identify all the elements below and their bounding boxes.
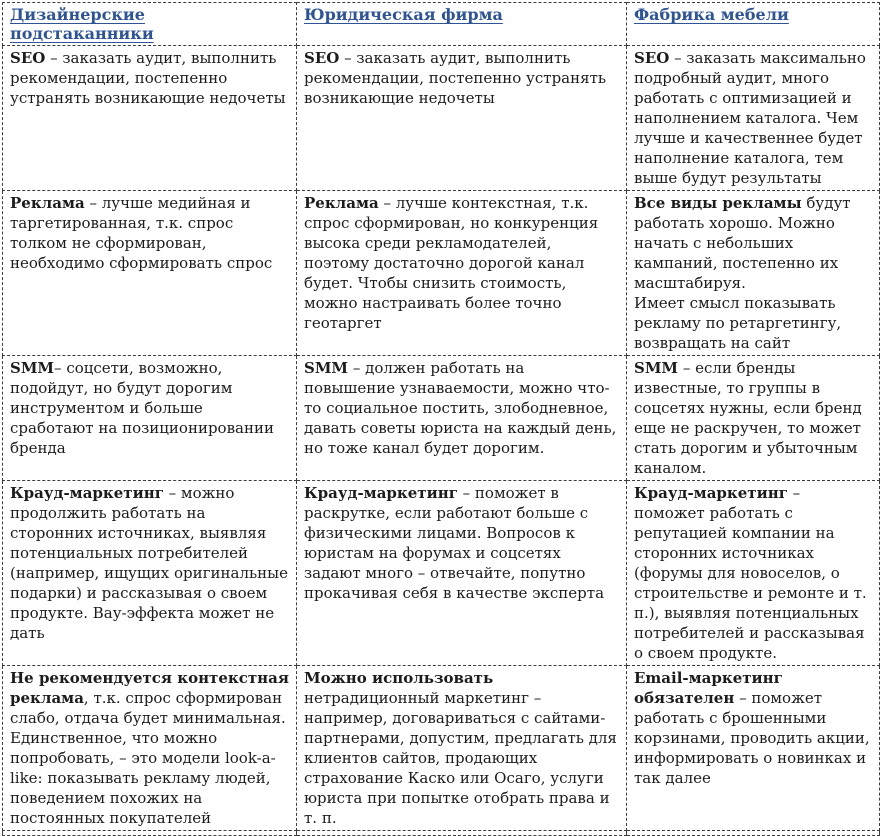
cell-ads-furniture bbox=[627, 191, 880, 356]
cell-lead-bold: SMM bbox=[634, 359, 679, 377]
cell-cutoff-3 bbox=[627, 831, 880, 836]
cell-lead-bold: SMM bbox=[10, 359, 55, 377]
cell-lead-bold: Крауд-маркетинг bbox=[10, 484, 164, 502]
cell-text: , т.к. спрос сформирован слабо, отдача будет минимальная. bbox=[10, 689, 286, 727]
table-row-ads bbox=[3, 191, 880, 356]
cell-seo-furniture bbox=[627, 46, 880, 191]
marketing-comparison-table bbox=[2, 2, 880, 836]
cell-lead-bold: SEO bbox=[10, 49, 46, 67]
column-header-label: Фабрика мебели bbox=[634, 5, 789, 24]
header-row bbox=[3, 3, 880, 46]
cell-smm-coasters bbox=[3, 356, 297, 481]
cell-lead-bold: Можно использовать bbox=[304, 669, 494, 687]
cell-text: – можно продолжить работать на сторонних источниках, выявляя потенциальных потребителей (например, ищущих оригинальные подарки) и рассказывая о своем продукте. Вау-эффекта может не дать bbox=[10, 484, 288, 642]
cell-cutoff-2 bbox=[297, 831, 627, 836]
cell-text: – если бренды известные, то группы в соцсетях нужны, если бренд еще не раскручен, то может стать дорогим и убыточным каналом. bbox=[634, 359, 862, 477]
cell-lead-bold: SMM bbox=[304, 359, 349, 377]
cell-text-paragraph-2: Имеет смысл показывать рекламу по ретаргетингу, возвращать на сайт bbox=[634, 294, 842, 352]
table-row-other-channels bbox=[3, 666, 880, 831]
cell-lead-bold: SEO bbox=[304, 49, 340, 67]
cell-lead-bold: Email-маркетинг обязателен bbox=[634, 669, 783, 707]
cell-text: – заказать аудит, выполнить рекомендации, постепенно устранять возникающие недочеты bbox=[304, 49, 607, 107]
cell-context-ads-coasters bbox=[3, 666, 297, 831]
table-row-cutoff bbox=[3, 831, 880, 836]
cell-seo-coasters bbox=[3, 46, 297, 191]
cell-text: – поможет работать с репутацией компании на сторонних источниках (форумы для новоселов, о строительстве и ремонте и т. п.), выявляя потенциальных потребителей и рассказывая о своем продукте. bbox=[634, 484, 867, 662]
cell-text: – поможет в раскрутке, если работают больше с физическими лицами. Вопросов к юристам на форумах и соцсетях задают много – отвечайте, попутно прокачивая себя в качестве эксперта bbox=[304, 484, 605, 602]
cell-lead-bold: Реклама bbox=[304, 194, 379, 212]
cell-text-paragraph-2: Единственное, что можно попробовать, – это модели look-a-like: показывать рекламу людей, поведением похожих на постоянных покупателей bbox=[10, 729, 276, 827]
cell-lead-bold: Не рекомендуется контекстная реклама bbox=[10, 669, 289, 707]
column-header-label: Дизайнерские подстаканники bbox=[10, 5, 154, 43]
cell-crowd-coasters bbox=[3, 481, 297, 666]
cell-text: – заказать максимально подробный аудит, много работать с оптимизацией и наполнением каталога. Чем лучше и качественнее будет наполнение каталога, тем выше будут результаты bbox=[634, 49, 866, 187]
cell-email-furniture bbox=[627, 666, 880, 831]
cell-text: – поможет работать с брошенными корзинами, проводить акции, информировать о новинках и так далее bbox=[634, 689, 870, 787]
column-header-law-firm bbox=[297, 3, 627, 46]
cell-seo-law-firm bbox=[297, 46, 627, 191]
cell-crowd-law-firm bbox=[297, 481, 627, 666]
cell-smm-furniture bbox=[627, 356, 880, 481]
cell-lead-bold: Крауд-маркетинг bbox=[634, 484, 788, 502]
cell-smm-law-firm bbox=[297, 356, 627, 481]
cell-ads-law-firm bbox=[297, 191, 627, 356]
cell-text: – соцсети, возможно, подойдут, но будут дорогим инструментом и больше сработают на позиционировании бренда bbox=[10, 359, 274, 457]
cell-text: – должен работать на повышение узнаваемости, можно что-то социальное постить, злободневное, давать советы юриста на каждый день, но тоже канал будет дорогим. bbox=[304, 359, 617, 457]
table-row-smm bbox=[3, 356, 880, 481]
cell-lead-bold: Все виды рекламы bbox=[634, 194, 802, 212]
column-header-coasters bbox=[3, 3, 297, 46]
column-header-furniture-factory bbox=[627, 3, 880, 46]
cell-nontraditional-law-firm bbox=[297, 666, 627, 831]
cell-crowd-furniture bbox=[627, 481, 880, 666]
column-header-label: Юридическая фирма bbox=[304, 5, 503, 24]
cell-text: будут работать хорошо. Можно начать с небольших кампаний, постепенно их масштабируя. bbox=[634, 194, 851, 292]
cell-ads-coasters bbox=[3, 191, 297, 356]
cell-text: нетрадиционный маркетинг – например, договариваться с сайтами-партнерами, допустим, предлагать для клиентов сайтов, продающих страхование Каско или Осаго, услуги юриста при попытке отобрать права и т. п. bbox=[304, 689, 617, 827]
cell-text: – лучше медийная и таргетированная, т.к. спрос толком не сформирован, необходимо сформировать спрос bbox=[10, 194, 273, 272]
cell-text: – лучше контекстная, т.к. спрос сформирован, но конкуренция высока среди рекламодателей, поэтому достаточно дорогой канал будет. Чтобы снизить стоимость, можно настраивать более точно геотаргет bbox=[304, 194, 599, 332]
cell-cutoff-1 bbox=[3, 831, 297, 836]
table-row-seo bbox=[3, 46, 880, 191]
cell-lead-bold: Реклама bbox=[10, 194, 85, 212]
table-row-crowd-marketing bbox=[3, 481, 880, 666]
cell-lead-bold: SEO bbox=[634, 49, 670, 67]
cell-text: – заказать аудит, выполнить рекомендации, постепенно устранять возникающие недочеты bbox=[10, 49, 286, 107]
cell-lead-bold: Крауд-маркетинг bbox=[304, 484, 458, 502]
